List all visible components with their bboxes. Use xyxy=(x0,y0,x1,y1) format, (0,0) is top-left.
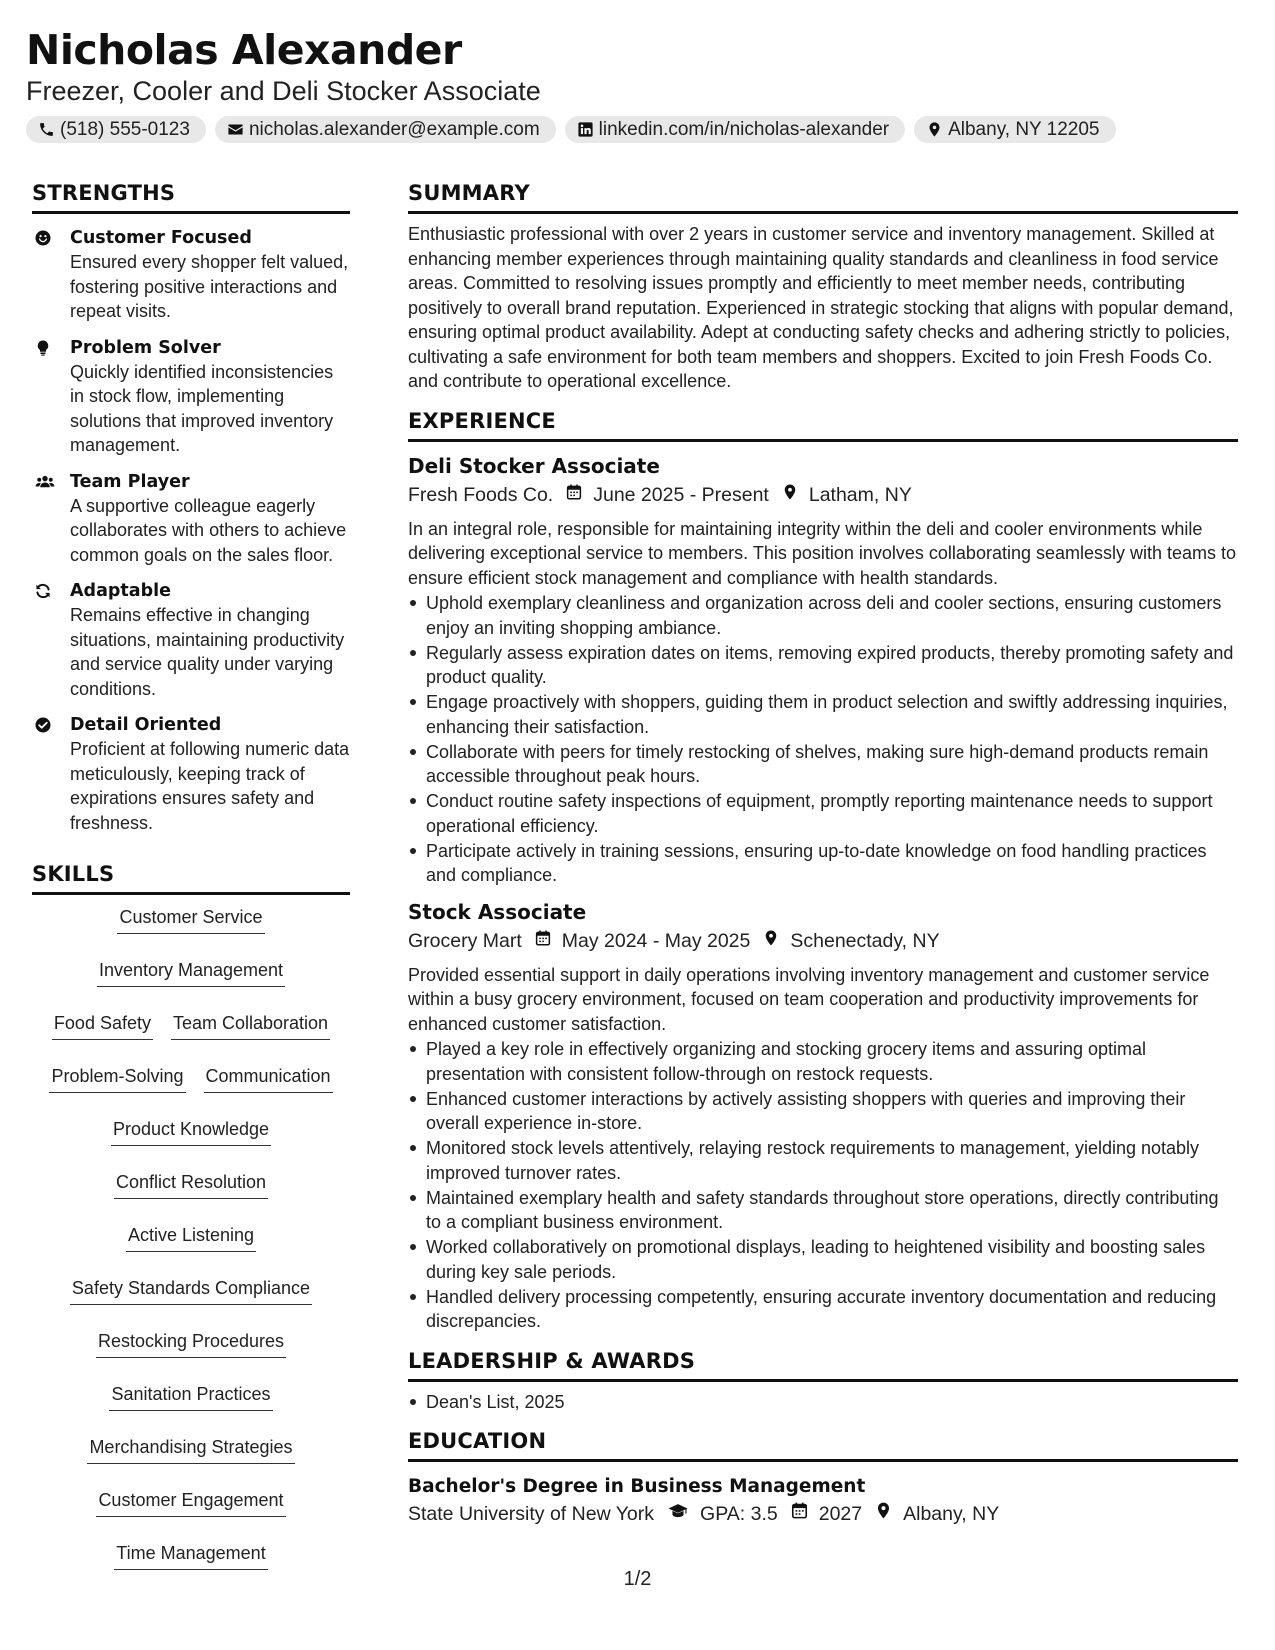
strength-title: Team Player xyxy=(70,471,190,492)
job-bullets xyxy=(408,1037,1238,1334)
list-item: Played a key role in effectively organizing and stocking grocery items and assuring optimal presentation with consistent follow-through on restock requests. xyxy=(408,1037,1238,1086)
graduation-cap-icon xyxy=(654,1500,700,1528)
strength-item xyxy=(32,713,350,835)
skills-list xyxy=(32,905,350,1570)
summary-text: Enthusiastic professional with over 2 years in customer service and inventory management. Skilled at enhancing member experiences through maintaining quality standards and cleanliness in food service areas. Committed to resolving issues promptly and efficiently to meet member needs, contributing positively to overall brand reputation. Experienced in strategic stocking that aligns with popular demand, ensuring optimal product availability. Adept at conducting safety checks and adhering strictly to policies, cultivating a safe environment for both team members and shoppers. Excited to join Fresh Foods Co. and contribute to operational excellence. xyxy=(408,224,1234,391)
map-pin-icon xyxy=(769,481,809,509)
education-meta xyxy=(408,1500,1238,1528)
users-icon xyxy=(32,470,70,568)
calendar-icon xyxy=(778,1500,819,1528)
strength-description: Proficient at following numeric data meticulously, keeping track of expirations ensures safety and freshness. xyxy=(70,739,350,833)
job-dates: May 2024 - May 2025 xyxy=(561,929,751,952)
list-item: Worked collaboratively on promotional displays, leading to heightened visibility and boosting sales during key sale periods. xyxy=(408,1235,1238,1284)
calendar-icon xyxy=(522,927,562,955)
list-item: Dean's List, 2025 xyxy=(408,1390,1238,1415)
strength-title: Problem Solver xyxy=(70,337,221,358)
calendar-icon xyxy=(553,481,593,509)
strength-title: Detail Oriented xyxy=(70,715,222,735)
skill-tag: Safety Standards Compliance xyxy=(70,1276,312,1305)
skill-tag: Communication xyxy=(204,1064,333,1093)
degree-name: Bachelor's Degree in Business Management xyxy=(408,1476,866,1497)
map-pin-icon xyxy=(862,1500,903,1528)
education-location: Albany, NY xyxy=(903,1503,1000,1525)
list-item: Uphold exemplary cleanliness and organization across deli and cooler sections, ensuring customers enjoy an inviting shopping ambiance. xyxy=(408,591,1238,640)
skill-tag: Inventory Management xyxy=(97,958,285,987)
job-description: Provided essential support in daily operations involving inventory management and customer service within a busy grocery environment, focused on team cooperation and productivity improvements for enhanced customer satisfaction. xyxy=(408,964,1210,1034)
right-column xyxy=(408,180,1238,1528)
gpa-text: GPA: 3.5 xyxy=(700,1503,778,1525)
summary-heading: SUMMARY xyxy=(408,180,1238,214)
candidate-name: Nicholas Alexander xyxy=(26,26,462,74)
company-name: Grocery Mart xyxy=(408,929,522,952)
education-section xyxy=(408,1428,1238,1528)
strengths-list xyxy=(32,226,350,835)
skill-tag: Customer Service xyxy=(117,905,264,934)
map-pin-icon xyxy=(926,121,943,138)
skill-tag: Time Management xyxy=(114,1541,267,1570)
job-entry xyxy=(408,898,1238,1334)
email-text: nicholas.alexander@example.com xyxy=(248,118,540,140)
strengths-heading: STRENGTHS xyxy=(32,180,350,214)
strength-item xyxy=(32,470,350,568)
page-number: 1/2 xyxy=(623,1568,652,1590)
strength-description: Quickly identified inconsistencies in stock flow, implementing solutions that improved inventory management. xyxy=(70,361,334,455)
list-item: Collaborate with peers for timely restocking of shelves, making sure high-demand products remain accessible throughout peak hours. xyxy=(408,740,1238,789)
job-title: Stock Associate xyxy=(408,899,587,924)
skill-tag: Active Listening xyxy=(126,1223,256,1252)
list-item: Handled delivery processing competently, ensuring accurate inventory documentation and reducing discrepancies. xyxy=(408,1285,1238,1334)
leadership-list xyxy=(408,1390,1238,1415)
skill-tag: Team Collaboration xyxy=(171,1011,330,1040)
linkedin-chip[interactable] xyxy=(565,116,905,143)
resume-header xyxy=(26,24,1256,143)
list-item: Regularly assess expiration dates on items, removing expired products, thereby promoting safety and product quality. xyxy=(408,641,1238,690)
graduation-year: 2027 xyxy=(818,1503,863,1525)
list-item: Enhanced customer interactions by actively assisting shoppers with queries and improving their overall experience in-store. xyxy=(408,1087,1238,1136)
skill-tag: Sanitation Practices xyxy=(109,1382,272,1411)
envelope-icon xyxy=(227,121,244,138)
list-item: Maintained exemplary health and safety standards throughout store operations, directly contributing to a compliant business environment. xyxy=(408,1186,1238,1235)
list-item: Monitored stock levels attentively, relaying restock requirements to management, yielding notably improved turnover rates. xyxy=(408,1136,1238,1185)
list-item: Participate actively in training sessions, ensuring up-to-date knowledge on food handling practices and compliance. xyxy=(408,839,1238,888)
job-bullets xyxy=(408,591,1238,888)
skill-tag: Food Safety xyxy=(52,1011,153,1040)
job-meta xyxy=(408,481,1238,509)
phone-icon xyxy=(38,121,55,138)
location-chip[interactable] xyxy=(914,116,1115,143)
skill-tag: Product Knowledge xyxy=(111,1117,271,1146)
skill-tag: Customer Engagement xyxy=(96,1488,285,1517)
job-title: Deli Stocker Associate xyxy=(408,453,660,478)
leadership-section xyxy=(408,1348,1238,1415)
education-heading: EDUCATION xyxy=(408,1428,1238,1462)
job-entry xyxy=(408,452,1238,888)
job-description: In an integral role, responsible for maintaining integrity within the deli and cooler environments while delivering exceptional service to members. This position involves collaborating seamlessly with teams to ensure efficient stock management and compliance with health standards. xyxy=(408,518,1237,588)
candidate-title: Freezer, Cooler and Deli Stocker Associate xyxy=(26,76,541,106)
strength-item xyxy=(32,579,350,701)
leadership-heading: LEADERSHIP & AWARDS xyxy=(408,1348,1238,1382)
skills-heading: SKILLS xyxy=(32,861,350,895)
skills-section xyxy=(32,861,350,1570)
email-chip[interactable] xyxy=(215,116,556,143)
experience-section xyxy=(408,408,1238,1334)
skill-tag: Conflict Resolution xyxy=(114,1170,268,1199)
job-location: Schenectady, NY xyxy=(790,929,940,952)
company-name: Fresh Foods Co. xyxy=(408,483,554,506)
skill-tag: Restocking Procedures xyxy=(96,1329,286,1358)
smile-icon xyxy=(32,226,70,324)
strength-description: Ensured every shopper felt valued, fostering positive interactions and repeat visits. xyxy=(70,252,349,321)
strength-title: Customer Focused xyxy=(70,228,252,248)
skill-tag: Problem-Solving xyxy=(49,1064,185,1093)
school-name: State University of New York xyxy=(408,1503,655,1525)
job-meta xyxy=(408,927,1238,955)
phone-text: (518) 555-0123 xyxy=(60,118,190,140)
strength-item xyxy=(32,336,350,458)
left-column xyxy=(32,180,350,1570)
skill-tag: Merchandising Strategies xyxy=(87,1435,294,1464)
contact-bar xyxy=(26,116,1256,143)
linkedin-icon xyxy=(577,121,594,138)
map-pin-icon xyxy=(750,927,790,955)
job-location: Latham, NY xyxy=(808,483,912,506)
phone-chip[interactable] xyxy=(26,116,206,143)
experience-heading: EXPERIENCE xyxy=(408,408,1238,442)
sync-icon xyxy=(32,579,70,701)
location-text: Albany, NY 12205 xyxy=(948,118,1100,140)
strength-description: Remains effective in changing situations, maintaining productivity and service quality under varying conditions. xyxy=(70,605,345,699)
list-item: Conduct routine safety inspections of equipment, promptly reporting maintenance needs to support operational efficiency. xyxy=(408,789,1238,838)
strength-item xyxy=(32,226,350,324)
strength-title: Adaptable xyxy=(70,581,171,601)
lightbulb-icon xyxy=(32,336,70,458)
linkedin-text: linkedin.com/in/nicholas-alexander xyxy=(598,118,890,140)
strength-description: A supportive colleague eagerly collaborates with others to achieve common goals on the sales floor. xyxy=(70,495,347,565)
check-circle-icon xyxy=(32,713,70,835)
job-dates: June 2025 - Present xyxy=(593,483,769,506)
list-item: Engage proactively with shoppers, guiding them in product selection and swiftly addressing inquiries, enhancing their satisfaction. xyxy=(408,690,1238,739)
